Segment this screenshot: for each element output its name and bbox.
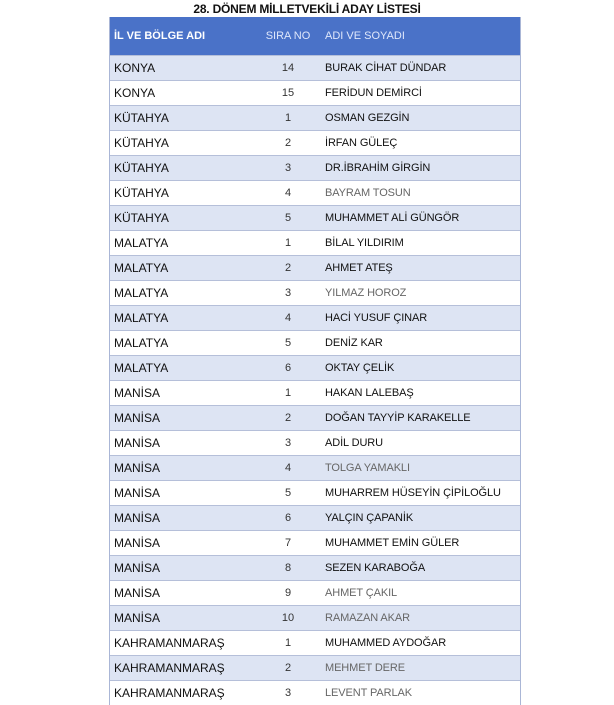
table-row: [110, 305, 520, 330]
rank-cell: 1: [284, 112, 292, 124]
candidate-name-cell: BAYRAM TOSUN: [325, 187, 411, 199]
rank-cell: 4: [284, 312, 292, 324]
candidate-name-cell: SEZEN KARABOĞA: [325, 562, 426, 574]
province-cell: KÜTAHYA: [114, 161, 169, 175]
candidate-name-cell: AHMET ATEŞ: [325, 262, 393, 274]
table-row: [110, 655, 520, 680]
candidate-name-cell: MUHAMMED AYDOĞAR: [325, 637, 447, 649]
table-row: [110, 330, 520, 355]
rank-cell: 2: [284, 137, 292, 149]
rank-cell: 2: [284, 262, 292, 274]
table-row: [110, 605, 520, 630]
rank-cell: 7: [284, 537, 292, 549]
rank-cell: 9: [284, 587, 292, 599]
candidate-name-cell: RAMAZAN AKAR: [325, 612, 410, 624]
rank-cell: 6: [284, 362, 292, 374]
rank-cell: 8: [284, 562, 292, 574]
table-row: [110, 180, 520, 205]
candidate-name-cell: HACİ YUSUF ÇINAR: [325, 312, 428, 324]
candidate-name-cell: AHMET ÇAKIL: [325, 587, 398, 599]
rank-cell: 5: [284, 212, 292, 224]
candidate-name-cell: DOĞAN TAYYİP KARAKELLE: [325, 412, 471, 424]
candidate-name-cell: DR.İBRAHİM GİRGİN: [325, 162, 431, 174]
table-row: [110, 205, 520, 230]
table-row: [110, 230, 520, 255]
table-body: [110, 55, 520, 705]
province-cell: KONYA: [114, 86, 156, 100]
rank-cell: 4: [284, 187, 292, 199]
table-row: [110, 430, 520, 455]
column-header-province: İL VE BÖLGE ADI: [114, 30, 206, 42]
province-cell: MALATYA: [114, 236, 169, 250]
column-header-name: ADI VE SOYADI: [325, 30, 405, 42]
candidate-name-cell: OKTAY ÇELİK: [325, 362, 395, 374]
table-row: [110, 80, 520, 105]
candidate-name-cell: MUHAMMET ALİ GÜNGÖR: [325, 212, 460, 224]
province-cell: MANİSA: [114, 611, 161, 625]
table-header: [110, 17, 520, 55]
candidate-name-cell: TOLGA YAMAKLI: [325, 462, 410, 474]
candidate-name-cell: OSMAN GEZGİN: [325, 112, 410, 124]
rank-cell: 10: [281, 612, 295, 624]
rank-cell: 1: [284, 387, 292, 399]
province-cell: KÜTAHYA: [114, 211, 169, 225]
rank-cell: 1: [284, 637, 292, 649]
province-cell: KÜTAHYA: [114, 111, 169, 125]
rank-cell: 14: [281, 62, 295, 74]
rank-cell: 5: [284, 487, 292, 499]
province-cell: MANİSA: [114, 436, 161, 450]
table-row: [110, 455, 520, 480]
province-cell: MANİSA: [114, 561, 161, 575]
province-cell: MALATYA: [114, 261, 169, 275]
candidate-name-cell: LEVENT PARLAK: [325, 687, 412, 699]
table-row: [110, 255, 520, 280]
candidate-name-cell: YALÇIN ÇAPANİK: [325, 512, 414, 524]
province-cell: MANİSA: [114, 536, 161, 550]
province-cell: KAHRAMANMARAŞ: [114, 661, 225, 675]
province-cell: MANİSA: [114, 511, 161, 525]
rank-cell: 3: [284, 437, 292, 449]
rank-cell: 2: [284, 662, 292, 674]
rank-cell: 3: [284, 287, 292, 299]
rank-cell: 4: [284, 462, 292, 474]
candidate-name-cell: MUHAMMET EMİN GÜLER: [325, 537, 460, 549]
page-title: 28. DÖNEM MİLLETVEKİLİ ADAY LİSTESİ: [193, 2, 421, 16]
province-cell: MALATYA: [114, 311, 169, 325]
table-row: [110, 155, 520, 180]
province-cell: KONYA: [114, 61, 156, 75]
candidate-name-cell: BURAK CİHAT DÜNDAR: [325, 62, 447, 74]
candidate-name-cell: HAKAN LALEBAŞ: [325, 387, 414, 399]
candidate-name-cell: ADİL DURU: [325, 437, 383, 449]
province-cell: MALATYA: [114, 336, 169, 350]
table-row: [110, 105, 520, 130]
province-cell: KAHRAMANMARAŞ: [114, 636, 225, 650]
rank-cell: 5: [284, 337, 292, 349]
rank-cell: 2: [284, 412, 292, 424]
candidate-name-cell: FERİDUN DEMİRCİ: [325, 87, 422, 99]
province-cell: MANİSA: [114, 461, 161, 475]
province-cell: MALATYA: [114, 286, 169, 300]
province-cell: MANİSA: [114, 411, 161, 425]
rank-cell: 3: [284, 162, 292, 174]
candidate-name-cell: MEHMET DERE: [325, 662, 405, 674]
rank-cell: 1: [284, 237, 292, 249]
table-row: [110, 55, 520, 80]
province-cell: MALATYA: [114, 361, 169, 375]
column-header-rank: SIRA NO: [265, 30, 311, 42]
candidate-name-cell: MUHARREM HÜSEYİN ÇİPİLOĞLU: [325, 487, 501, 499]
table-row: [110, 130, 520, 155]
province-cell: KÜTAHYA: [114, 186, 169, 200]
table-row: [110, 555, 520, 580]
candidate-name-cell: İRFAN GÜLEÇ: [325, 137, 398, 149]
candidate-table: [109, 17, 521, 705]
candidate-name-cell: DENİZ KAR: [325, 337, 383, 349]
table-row: [110, 355, 520, 380]
rank-cell: 3: [284, 687, 292, 699]
table-row: [110, 405, 520, 430]
province-cell: KÜTAHYA: [114, 136, 169, 150]
province-cell: MANİSA: [114, 586, 161, 600]
table-row: [110, 280, 520, 305]
province-cell: MANİSA: [114, 486, 161, 500]
table-row: [110, 505, 520, 530]
province-cell: KAHRAMANMARAŞ: [114, 686, 225, 700]
rank-cell: 15: [281, 87, 295, 99]
candidate-name-cell: BİLAL YILDIRIM: [325, 237, 404, 249]
candidate-name-cell: YILMAZ HOROZ: [325, 287, 407, 299]
table-row: [110, 680, 520, 705]
table-row: [110, 480, 520, 505]
table-row: [110, 380, 520, 405]
table-row: [110, 530, 520, 555]
table-row: [110, 580, 520, 605]
province-cell: MANİSA: [114, 386, 161, 400]
table-row: [110, 630, 520, 655]
rank-cell: 6: [284, 512, 292, 524]
